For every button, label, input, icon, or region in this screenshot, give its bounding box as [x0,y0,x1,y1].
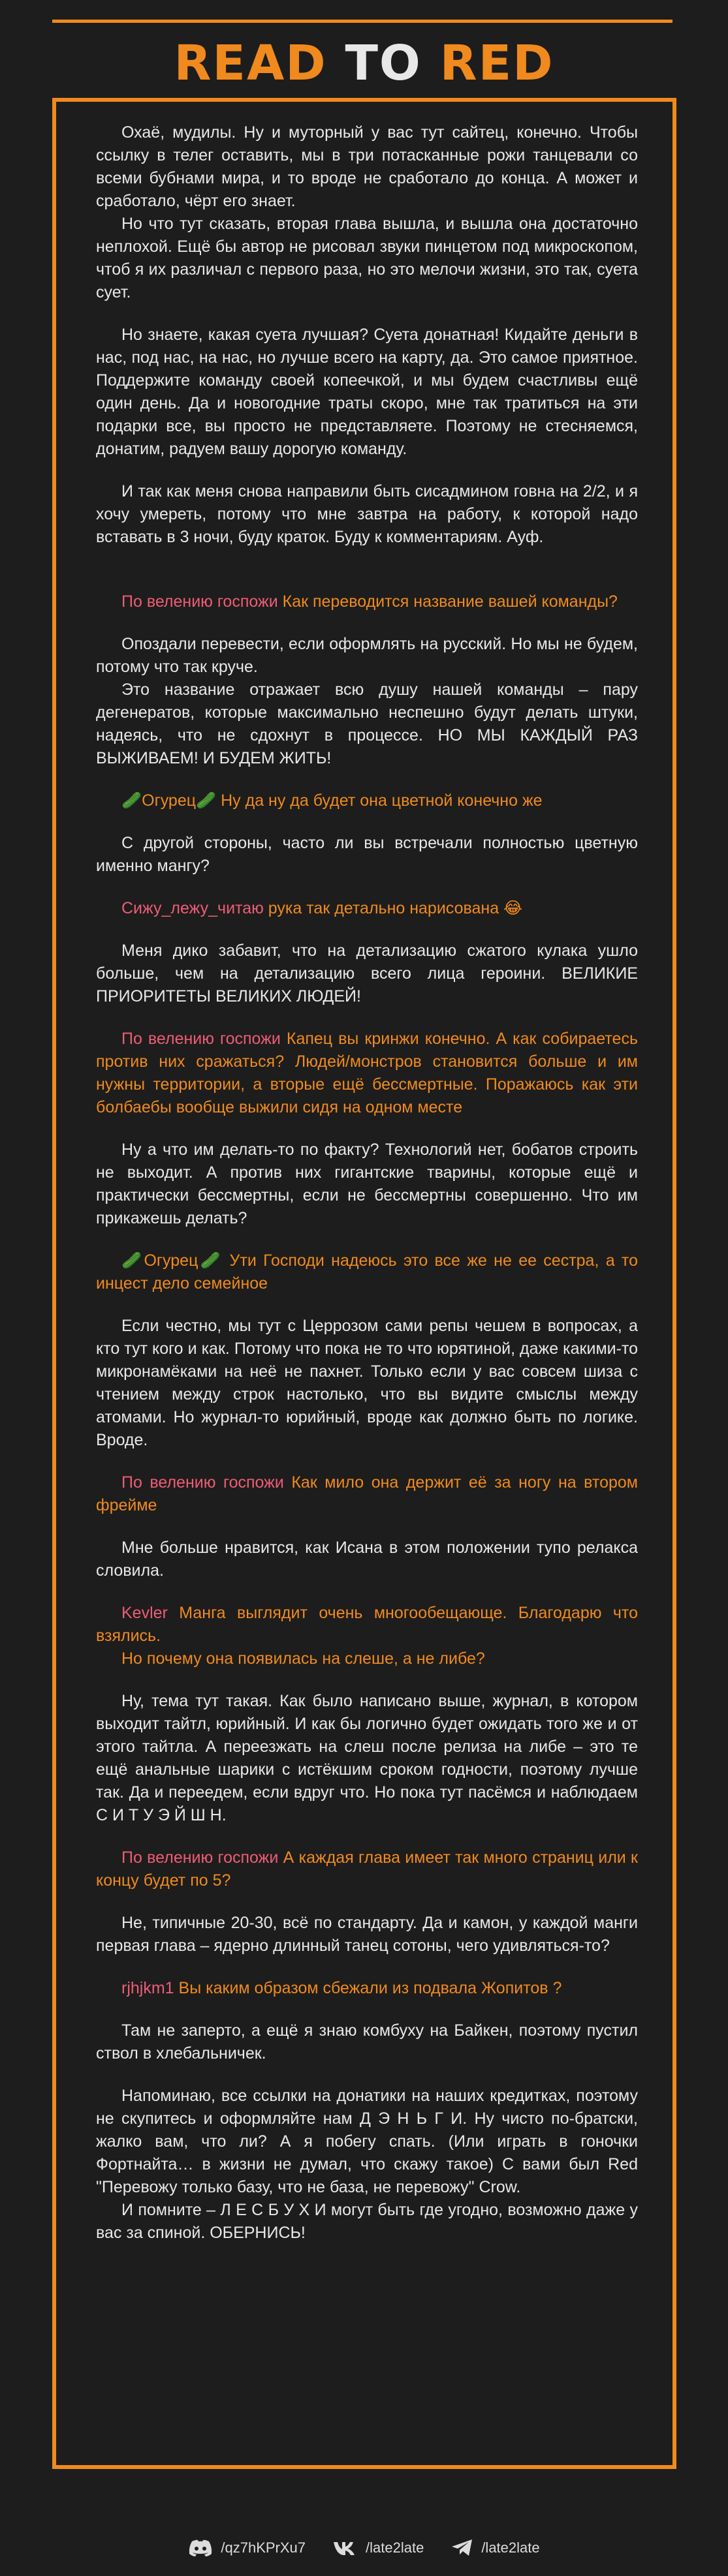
comment-text: А каждая глава имеет так много страниц или к концу будет по 5? [96,1848,638,1890]
comment-text: Как мило она держит её за ногу на втором фрейме [96,1473,638,1514]
intro-paragraph-2: Но что тут сказать, вторая глава вышла, и вышла она достаточно неплохой. Ещё бы автор не рисовал звуки пинцетом под микроскопом, чтоб я их различал с первого раза, но это мелочи жизни, это так, суета сует. [96,215,638,301]
comment-question [96,790,638,812]
comment-author: rjhjkm1 [121,1979,174,1997]
telegram-link[interactable] [451,2539,539,2557]
outro-paragraph-final: И помните – Л Е С Б У Х И могут быть где угодно, возможно даже у вас за спиной. ОБЕРНИСЬ! [96,2201,638,2242]
comment-text: Ути Господи надеюсь это все же не ее сестра, а то инцест дело семейное [96,1251,638,1293]
answer-paragraph: Не, типичные 20-30, всё по стандарту. Да и камон, у каждой манги первая глава – ядерно длинный танец сотоны, чего удивляться-то? [96,1914,638,1955]
comment-author: По велению госпожи [121,1848,279,1867]
comment-question [96,1602,638,1648]
logo-word-to: TO [345,35,422,91]
vk-icon [333,2540,358,2556]
comment-author: 🥒Огурец🥒 [121,1251,223,1270]
intro-paragraph-4: И так как меня снова направили быть сисадмином говна на 2/2, и я хочу умереть, потому что мне завтра на работу, к которой надо вставать в 3 ночи, буду краток. Буду к комментариям. Ауф. [96,482,638,546]
answer-paragraph: Если честно, мы тут с Церрозом сами репы чешем в вопросах, а кто тут кого и как. Потому что пока не то что юрятиной, даже какими-то микронамёками на неё не пахнет. Только если у вас совсем шиза с чтением между строк настолько, что вы видите смыслы между атомами. Но журнал-то юрийный, вроде как должно быть по логике. Вроде. [96,1317,638,1449]
answer-paragraph: Мне больше нравится, как Исана в этом положении тупо релакса словила. [96,1539,638,1580]
comment-text: Как переводится название вашей команды? [277,592,618,611]
footer-links [0,2532,728,2564]
answer-paragraph: С другой стороны, часто ли вы встречали полностью цветную именно мангу? [96,834,638,875]
answer-paragraph: Опоздали перевести, если оформлять на русский. Но мы не будем, потому что так круче. [96,635,638,676]
comment-question [96,1847,638,1892]
comment-author: По велению госпожи [121,1473,284,1492]
comment-text: Манга выглядит очень многообещающе. Благодарю что взялись. [96,1604,638,1645]
answer-paragraph: Ну а что им делать-то по факту? Технологий нет, бобатов строить не выходит. А против них гигантские тварины, которые ещё и практически бессмертны, если не бессмертны совершенно. Что им прикажешь делать? [96,1141,638,1227]
comment-question [96,897,638,920]
vk-link[interactable] [333,2539,424,2556]
comment-text: рука так детально нарисована 😂 [263,899,523,917]
comment-author: Kevler [121,1604,168,1622]
outro-paragraph: Напоминаю, все ссылки на донатики на наших кредитках, поэтому не скупитесь и оформляйте нам Д Э Н Ь Г И. Ну чисто по-братски, жалко вам, что ли? А я побегу спать. (Или играть в гоночки Фортнайта… в жизни не думал, что скажу такое) С вами был Red "Перевожу только базу, что не база, не перевожу" Crow. [96,2087,638,2196]
discord-handle: /qz7hKPrXu7 [221,2539,306,2556]
logo-word-read: READ [174,35,327,91]
comment-text: Вы каким образом сбежали из подвала Жопитов ? [174,1979,562,1997]
article-body [96,121,638,2245]
logo-word-red: RED [439,35,554,91]
answer-paragraph: Ну, тема тут такая. Как было написано выше, журнал, в котором выходит тайтл, юрийный. И как бы логично будет ожидать того же и от этого тайтла. А переезжать на слеш после релиза на либе – это те ещё анальные шарики с истёкшим сроком годности, поэтому лучше так. Да и переедем, если вдруг что. Но пока тут пасёмся и наблюдаем С И Т У Э Й Ш Н. [96,1692,638,1824]
comment-author: Сижу_лежу_читаю [121,899,264,917]
comment-question [96,590,638,613]
comment-question [96,1977,638,2000]
comment-author: По велению госпожи [121,592,278,611]
intro-paragraph-1: Охаё, мудилы. Ну и муторный у вас тут сайтец, конечно. Чтобы ссылку в телег оставить, мы в три потасканные рожи танцевали со всеми бубнами мира, и то вроде не сработало до конца. А может и сработало, чёрт его знает. [96,123,638,210]
comment-text: Капец вы кринжи конечно. А как собираетесь против них сражаться? Людей/монстров становится больше и им нужны территории, а вторые ещё бессмертные. Поражаюсь как эти болбаебы вообще выжили сидя на одном месте [96,1030,638,1116]
vk-handle: /late2late [366,2539,424,2556]
comment-question [96,1028,638,1119]
answer-paragraph: Меня дико забавит, что на детализацию сжатого кулака ушло больше, чем на детализацию всего лица героини. ВЕЛИКИЕ ПРИОРИТЕТЫ ВЕЛИКИХ ЛЮДЕЙ! [96,942,638,1005]
discord-icon [188,2539,213,2557]
content-frame [52,98,676,2469]
comment-author: 🥒Огурец🥒 [121,791,217,810]
comment-question [96,1471,638,1517]
telegram-icon [451,2539,473,2557]
top-rule [52,20,673,23]
answer-paragraph: Это название отражает всю душу нашей команды – пару дегенератов, которые максимально неспешно будут делать штуки, надеясь, что не сдохнут в процессе. НО МЫ КАЖДЫЙ РАЗ ВЫЖИВАЕМ! И БУДЕМ ЖИТЬ! [96,681,638,767]
answer-paragraph: Там не заперто, а ещё я знаю комбуху на Байкен, поэтому пустил ствол в хлебальничек. [96,2021,638,2062]
comment-question [96,1250,638,1295]
comment-question-line-2: Но почему она появилась на слеше, а не либе? [121,1649,485,1668]
logo [0,34,728,93]
donation-paragraph: Но знаете, какая суета лучшая? Суета донатная! Кидайте деньги в нас, под нас, на нас, но лучше всего на карту, да. Это самое приятное. Поддержите команду своей копеечкой, и мы будем счастливы ещё один день. Да и новогодние траты скоро, мне так тратиться на эти подарки все, вы просто не представляете. Поэтому не стесняемся, донатим, радуем вашу дорогую команду. [96,326,638,458]
discord-link[interactable] [188,2539,306,2557]
telegram-handle: /late2late [481,2539,540,2556]
comment-text: Ну да ну да будет она цветной конечно же [216,791,543,810]
comment-author: По велению госпожи [121,1030,281,1048]
